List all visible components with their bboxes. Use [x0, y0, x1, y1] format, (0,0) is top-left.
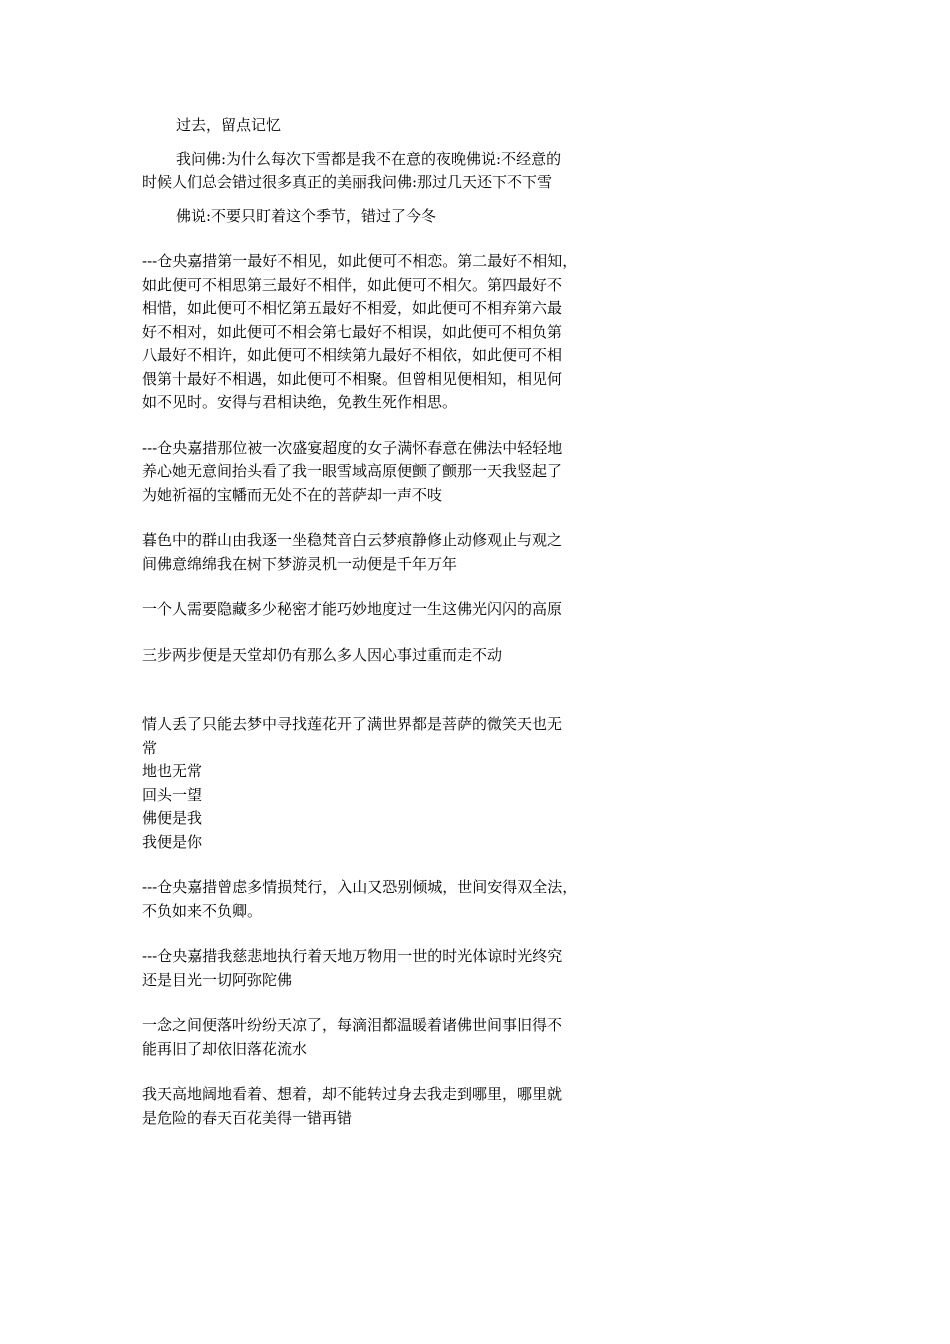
text-line: 我天高地阔地看着、想着，却不能转过身去我走到哪里，哪里就	[142, 1085, 563, 1103]
paragraph-12	[142, 1014, 634, 1061]
text-line: 偎第十最好不相遇，如此便可不相聚。但曾相见便相知，相见何	[142, 369, 563, 388]
text-line: 我问佛:为什么每次下雪都是我不在意的夜晚佛说:不经意的	[176, 149, 562, 168]
spacer	[142, 854, 634, 876]
text-line: 是危险的春天百花美得一错再错	[142, 1108, 353, 1127]
paragraph-4	[142, 250, 634, 415]
paragraph-6	[142, 529, 634, 576]
spacer	[142, 992, 634, 1014]
text-line: ---仓央嘉措第一最好不相见，如此便可不相恋。第二最好不相知，	[142, 252, 578, 270]
spacer	[142, 576, 634, 598]
spacer	[142, 622, 634, 644]
text-line: 暮色中的群山由我逐一坐稳梵音白云梦痕静修止动修观止与观之	[142, 531, 563, 549]
paragraph-1	[142, 114, 634, 138]
paragraph-13	[142, 1083, 634, 1130]
text-line: ---仓央嘉措我慈悲地执行着天地万物用一世的时光体谅时光终究	[142, 947, 563, 965]
paragraph-11	[142, 945, 634, 992]
paragraph-5	[142, 437, 634, 508]
text-line: 相惜，如此便可不相忆第五最好不相爱，如此便可不相弃第六最	[142, 299, 563, 317]
text-line: 八最好不相许，如此便可不相续第九最好不相依，如此便可不相	[142, 346, 563, 364]
text-line: ---仓央嘉措那位被一次盛宴超度的女子满怀春意在佛法中轻轻地	[142, 438, 563, 457]
text-line: 为她祈福的宝幡而无处不在的菩萨却一声不吱	[142, 485, 443, 504]
text-line: 好不相对，如此便可不相会第七最好不相误，如此便可不相负第	[142, 322, 563, 341]
text-line: 回头一望	[142, 785, 203, 804]
text-line: 一念之间便落叶纷纷天凉了，每滴泪都温暖着诸佛世间事旧得不	[142, 1016, 563, 1034]
spacer	[142, 138, 634, 148]
paragraph-9	[142, 713, 634, 854]
document-body	[142, 114, 634, 1130]
spacer	[142, 507, 634, 529]
paragraph-8	[142, 644, 634, 668]
text-line: 佛便是我	[142, 809, 203, 827]
paragraph-7	[142, 598, 634, 622]
text-line: 间佛意绵绵我在树下梦游灵机一动便是千年万年	[142, 554, 458, 573]
paragraph-10	[142, 876, 634, 923]
text-line: ---仓央嘉措曾虑多情损梵行，入山又恐别倾城，世间安得双全法，	[142, 878, 578, 896]
text-line: 时候人们总会错过很多真正的美丽我问佛:那过几天还下不下雪	[142, 173, 553, 191]
text-line: 一个人需要隐藏多少秘密才能巧妙地度过一生这佛光闪闪的高原	[142, 600, 563, 618]
spacer	[142, 415, 634, 437]
text-line: 养心她无意间抬头看了我一眼雪域高原便颤了颤那一天我竖起了	[142, 462, 563, 480]
text-line: 情人丢了只能去梦中寻找莲花开了满世界都是菩萨的微笑天也无	[142, 715, 563, 733]
spacer	[142, 667, 634, 713]
spacer	[142, 1061, 634, 1083]
text-line: 常	[142, 738, 158, 757]
text-line: 如此便可不相思第三最好不相伴，如此便可不相欠。第四最好不	[142, 275, 563, 294]
spacer	[142, 923, 634, 945]
spacer	[142, 228, 634, 250]
spacer	[142, 195, 634, 205]
text-line: 能再旧了却依旧落花流水	[142, 1039, 308, 1058]
text-line: 如不见时。安得与君相诀绝，免教生死作相思。	[142, 393, 458, 411]
paragraph-3	[142, 205, 634, 229]
text-line: 我便是你	[142, 832, 203, 851]
paragraph-2	[142, 148, 634, 195]
text-line: 过去，留点记忆	[176, 116, 282, 134]
text-line: 三步两步便是天堂却仍有那么多人因心事过重而走不动	[142, 645, 503, 664]
text-line: 佛说:不要只盯着这个季节，错过了今冬	[176, 206, 437, 225]
text-line: 还是目光一切阿弥陀佛	[142, 970, 293, 989]
text-line: 不负如来不负卿。	[142, 901, 263, 920]
text-line: 地也无常	[142, 762, 203, 780]
